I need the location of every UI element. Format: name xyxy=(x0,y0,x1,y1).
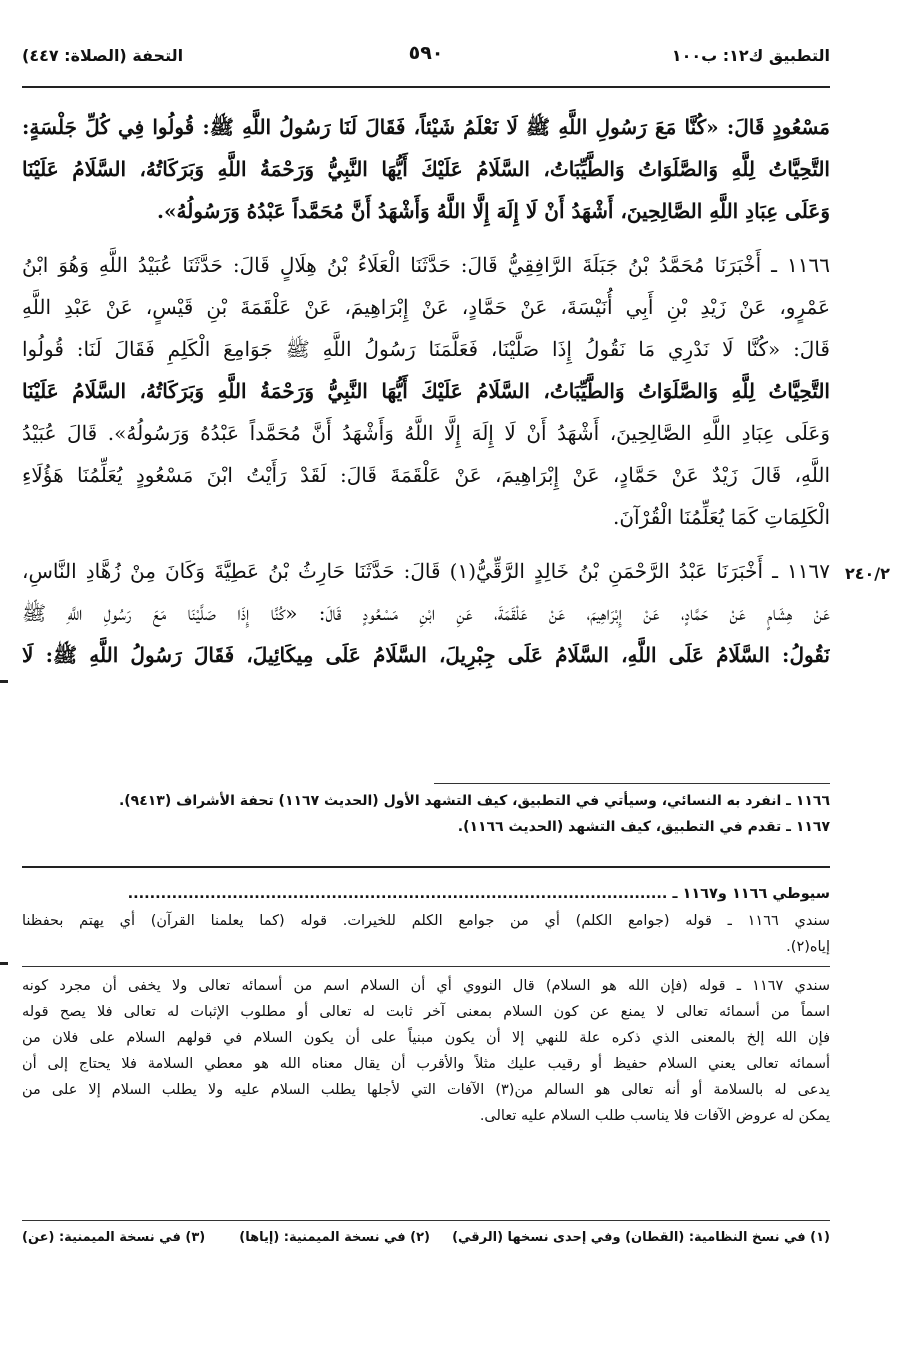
suyuti-heading: سيوطي ١١٦٦ و١١٦٧ ـ xyxy=(672,886,830,902)
text-line: مَسْعُودٍ قَالَ: «كُنَّا مَعَ رَسُولِ اللَّهِ ﷺ لَا نَعْلَمُ شَيْئاً، فَقَالَ لَنَا رَسُولُ اللَّهِ ﷺ: قُولُوا فِي كُلِّ جَلْسَةٍ: xyxy=(22,115,830,139)
takhrij-note: ١١٦٧ ـ تقدم في التطبيق، كيف التشهد (الحديث ١١٦٦). xyxy=(457,819,830,835)
commentary-line: إياه(٢). xyxy=(786,939,830,955)
commentary-divider xyxy=(22,866,830,868)
hadith-1167-line: ١١٦٧ ـ أَخْبَرَنَا عَبْدُ الرَّحْمَنِ بْنُ خَالِدٍ الرَّقِّيُّ(١) قَالَ: حَدَّثَنَا حَارِثُ بْنُ عَطِيَّةَ وَكَانَ مِنْ زُهَّادِ النَّاسِ، xyxy=(22,559,830,583)
commentary-line: اسماً من أسمائه تعالى لا يمنع عن كون السلام بمعنى آخر ثابت له تعالى أو مطلوب الإثبات له تعالى فلا يصح قوله xyxy=(22,1004,830,1020)
header-chapter-ref: التطبيق ك١٢: ب١٠٠ xyxy=(671,46,830,65)
commentary-line: سندي ١١٦٧ ـ قوله (فإن الله هو السلام) قال النووي أي أن السلام اسم من أسمائه تعالى ولا يخفى أن مجرد كونه xyxy=(22,978,830,994)
header-tuhfa-ref: التحفة (الصلاة: ٤٤٧) xyxy=(22,46,184,65)
commentary-line: فإن الله إلخ بالمعنى الذي ذكره علة للنهي إلا أن يكون مبنياً على أن يكون السلام في قولهم السلام على فلان من xyxy=(22,1030,830,1046)
takhrij-note: ١١٦٦ ـ انفرد به النسائي، وسيأتي في التطبيق، كيف التشهد الأول (الحديث ١١٦٧) تحفة الأشراف (٩٤١٣). xyxy=(118,793,830,809)
text-line: التَّحِيَّاتُ لِلَّهِ وَالصَّلَوَاتُ وَالطَّيِّبَاتُ، السَّلَامُ عَلَيْكَ أَيُّهَا النَّبِيُّ وَرَحْمَةُ اللَّهِ وَبَرَكَاتُهُ، السَّلَامُ عَلَيْنَا xyxy=(22,157,830,181)
footnotes xyxy=(22,1226,830,1250)
footnote: (٣) في نسخة الميمنية: (عن) xyxy=(22,1230,206,1245)
commentary-separator xyxy=(22,966,830,967)
commentary-line: أسمائه تعالى يعني السلام حفيظ أو رقيب عليك مثلاً والأقرب أن يقال معناه الله هو معطي السلامة فلا يحتاج إلى أن xyxy=(22,1056,830,1072)
commentary-line: يدعى له بالسلامة أو أنه تعالى هو السالم من(٣) الآفات التي لأجلها يطلب السلام عليه ولا يطلب السلام إلا على من xyxy=(22,1082,830,1098)
text-line: وَعَلَى عِبَادِ اللَّهِ الصَّالِحِينَ، أَشْهَدُ أَنْ لَا إِلَهَ إِلَّا اللَّهُ وَأَشْهَدُ أَنَّ مُحَمَّداً عَبْدُهُ وَرَسُولُهُ». قَالَ عُبَيْدُ xyxy=(22,421,830,445)
notes-divider xyxy=(434,783,830,784)
margin-reference: ٢٤٠/٢ xyxy=(845,564,890,583)
commentary-line: يمكن له عروض الآفات فلا يناسب طلب السلام عليه تعالى. xyxy=(479,1108,830,1124)
takhrij-notes xyxy=(22,788,830,840)
text-line: عَمْرٍو، عَنْ زَيْدِ بْنِ أَبِي أُنَيْسَةَ، عَنْ حَمَّادٍ، عَنْ إِبْرَاهِيمَ، عَنْ عَلْقَمَةَ بْنِ قَيْسٍ، عَنْ عَبْدِ اللَّهِ xyxy=(22,295,830,319)
page-header xyxy=(22,40,830,74)
commentary-line: سندي ١١٦٦ ـ قوله (جوامع الكلم) أي من جوامع الكلم للخيرات. قوله (كما يعلمنا القرآن) أي يهتم بحفظنا xyxy=(22,913,830,929)
text-line: عَنْ هِشَامٍ عَنْ حَمَّادٍ، عَنْ إِبْرَاهِيمَ، عَنْ عَلْقَمَةَ، عَنِ ابْنِ مَسْعُودٍ قَالَ: «كُنَّا إِذَا صَلَّيْنَا مَعَ رَسُولِ اللَّهِ ﷺ xyxy=(22,601,830,625)
edge-mark xyxy=(0,962,8,965)
text-line: الْكَلِمَاتِ كَمَا يُعَلِّمُنَا الْقُرْآنَ. xyxy=(613,505,830,529)
text-line: قَالَ: «كُنَّا لَا نَدْرِي مَا نَقُولُ إِذَا صَلَّيْنَا، فَعَلَّمَنَا رَسُولُ اللَّهِ ﷺ جَوَامِعَ الْكَلِمِ فَقَالَ لَنَا: قُولُوا xyxy=(22,337,830,361)
footnotes-divider xyxy=(22,1220,830,1221)
commentary-heading: سيوطي ١١٦٦ و١١٦٧ ـ .................................................................................................. xyxy=(127,886,830,902)
text-line: وَعَلَى عِبَادِ اللَّهِ الصَّالِحِينَ، أَشْهَدُ أَنْ لَا إِلَهَ إِلَّا اللَّهُ وَأَشْهَدُ أَنَّ مُحَمَّداً عَبْدُهُ وَرَسُولُهُ». xyxy=(157,199,830,223)
footnote: (١) في نسخ النظامية: (القطان) وفي إحدى نسخها (الرقي) xyxy=(452,1230,830,1245)
footnote: (٢) في نسخة الميمنية: (إياها) xyxy=(239,1230,430,1245)
commentary xyxy=(22,880,830,1129)
text-line: نَقُولُ: السَّلَامُ عَلَى اللَّهِ، السَّلَامُ عَلَى جِبْرِيلَ، السَّلَامُ عَلَى مِيكَائِيلَ، فَقَالَ رَسُولُ اللَّهِ ﷺ: لَا xyxy=(22,643,830,667)
hadith-1166-line: ١١٦٦ ـ أَخْبَرَنَا مُحَمَّدُ بْنُ جَبَلَةَ الرَّافِقِيُّ قَالَ: حَدَّثَنَا الْعَلَاءُ بْنُ هِلَالٍ قَالَ: حَدَّثَنَا عُبَيْدُ اللَّهِ وَهُوَ ابْنُ xyxy=(22,253,830,277)
edge-mark xyxy=(0,680,8,683)
text-line: التَّحِيَّاتُ لِلَّهِ وَالصَّلَوَاتُ وَالطَّيِّبَاتُ، السَّلَامُ عَلَيْكَ أَيُّهَا النَّبِيُّ وَرَحْمَةُ اللَّهِ وَبَرَكَاتُهُ، السَّلَامُ عَلَيْنَا xyxy=(22,379,830,403)
page-number: ٥٩٠ xyxy=(408,42,444,64)
hadith-text xyxy=(22,106,830,676)
header-divider xyxy=(22,86,830,88)
text-line: اللَّهِ، قَالَ زَيْدٌ عَنْ حَمَّادٍ، عَنْ إِبْرَاهِيمَ، عَنْ عَلْقَمَةَ قَالَ: لَقَدْ رَأَيْتُ ابْنَ مَسْعُودٍ يُعَلِّمُنَا هَؤُلَاءِ xyxy=(22,463,830,487)
